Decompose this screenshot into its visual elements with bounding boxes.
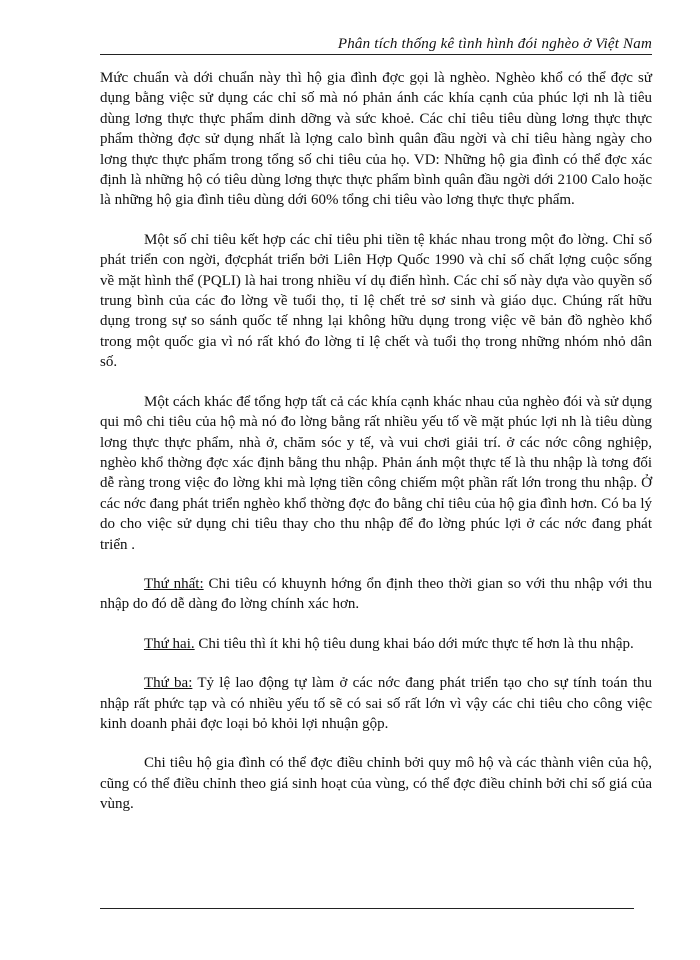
reason-first [100,574,652,615]
paragraph-household-expenditure: Một cách khác để tổng hợp tất cả các khía cạnh khác nhau của nghèo đói và sử dụng qui mô chi tiêu của hộ mà nó đo lờng bằng rất nhiều yếu tố về mặt phúc lợi nh là tiêu dùng lơng thực thực phẩm, nhà ở, chăm sóc y tế, và vui chơi giải trí. ở các nớc công nghiệp, nghèo khổ thờng đợc xác định bằng thu nhập. Phản ánh một thực tế là thu nhập là tơng đối dễ ràng trong việc đo lờng khi mà lợng tiền công chiếm một phần rất lớn trong thu nhập. Ở các nớc đang phát triển nghèo khổ thờng đợc đo bằng chỉ tiêu của hộ gia đình hơn. Có ba lý do cho việc sử dụng chi tiêu thay cho thu nhập để đo lờng phúc lợi ở các nớc đang phát triển . [100,393,652,553]
reason-third-text: Tỷ lệ lao động tự làm ở các nớc đang phát triển tạo cho sự tính toán thu nhập rất phức tạp và có nhiều yếu tố sẽ có sai số rất lớn vì vậy các chi tiêu cho công việc kinh doanh phải đợc loại bỏ khỏi lợi nhuận gộp. [100,675,652,732]
document-body [100,68,652,834]
reason-second-text: Chi tiêu thì ít khi hộ tiêu dung khai báo dới mức thực tế hơn là thu nhập. [194,635,634,652]
reason-third [100,673,652,734]
footer-rule [100,908,634,909]
reason-first-label: Thứ nhất: [144,575,204,592]
header-rule [100,54,652,55]
reason-third-label: Thứ ba: [144,675,193,692]
paragraph-composite-indices: Một số chỉ tiêu kết hợp các chỉ tiêu phi tiền tệ khác nhau trong một đo lờng. Chỉ số phát triển con ngời, đợcphát triển bởi Liên Hợp Quốc 1990 và chỉ số chất lợng cuộc sống về mặt hình thể (PQLI) là hai trong nhiều ví dụ điển hình. Các chỉ số này dựa vào quyền số trung bình của các đo lờng về tuổi thọ, tỉ lệ chết trẻ sơ sinh và giáo dục. Chúng rất hữu dụng trong sự so sánh quốc tế nhng lại không hữu dụng trong việc vẽ bản đồ nghèo khổ trong một quốc gia vì nó rất khó đo lờng tỉ lệ chết và tuổi thọ trong những nhóm nhỏ dân số. [100,231,652,371]
paragraph-poverty-standard: Mức chuẩn và dới chuẩn này thì hộ gia đình đợc gọi là nghèo. Nghèo khổ có thể đợc sử dụng bằng việc sử dụng các chỉ số mà nó phản ánh các khía cạnh của phúc lợi nh là tiêu dùng lơng thực thực phẩm dinh dỡng và sức khoẻ. Các chỉ tiêu tiêu dùng lơng thực thực phẩm thờng đợc sử dụng nhất là lợng calo bình quân đầu ngời và chỉ tiêu hàng ngày cho lơng thực thực phẩm trong tổng số chi tiêu của họ. VD: Những hộ gia đình có thể đợc xác định là những hộ có tiêu dùng lơng thực thực phẩm bình quân đầu ngời dới 2100 Calo hoặc là những hộ gia đình tiêu dùng dới 60% tổng chi tiêu vào lơng thực thực phẩm. [100,70,652,209]
running-header: Phân tích thống kê tình hình đói nghèo ở Việt Nam [337,36,652,52]
reason-first-text: Chi tiêu có khuynh hớng ổn định theo thời gian so với thu nhập với thu nhập do đó dễ dàng đo lờng chính xác hơn. [100,575,652,613]
reason-second [100,634,652,654]
reason-second-label: Thứ hai. [144,635,195,652]
paragraph-adjustment: Chi tiêu hộ gia đình có thể đợc điều chỉnh bởi quy mô hộ và các thành viên của hộ, cũng có thể điều chỉnh theo giá sinh hoạt của vùng, có thể đợc điều chỉnh bởi chỉ số giá của vùng. [100,755,652,813]
